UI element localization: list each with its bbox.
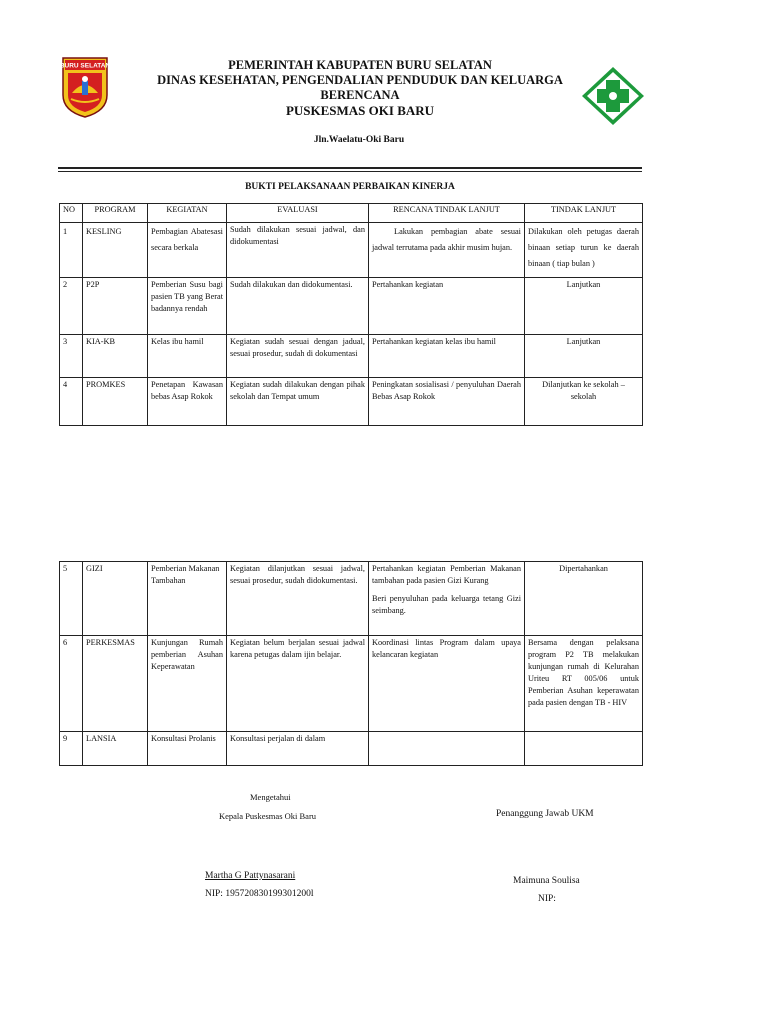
cell-tindak: Lanjutkan xyxy=(525,335,643,378)
cell-rencana: Peningkatan sosialisasi / penyuluhan Daerah Bebas Asap Rokok xyxy=(369,378,525,426)
cell-rencana: Koordinasi lintas Program dalam upaya kelancaran kegiatan xyxy=(369,636,525,732)
buru-selatan-crest-logo xyxy=(60,55,110,119)
cell-evaluasi: Sudah dilakukan dan didokumentasi. xyxy=(227,278,369,335)
kepala-title: Kepala Puskesmas Oki Baru xyxy=(219,811,317,821)
letterhead xyxy=(130,58,590,118)
cell-program: KESLING xyxy=(83,223,148,278)
cell-tindak: Lanjutkan xyxy=(525,278,643,335)
col-tindak-header: TINDAK LANJUT xyxy=(525,204,643,223)
table-row xyxy=(60,335,643,378)
cell-tindak: Bersama dengan pelaksana program P2 TB melakukan kunjungan rumah di Kelurahan Uriteu RT 005/06 untuk Pemberian Asuhan keperawatan pada pasien dengan TB - HIV xyxy=(525,636,643,732)
cell-kegiatan: Penetapan Kawasan bebas Asap Rokok xyxy=(148,378,227,426)
department-name: DINAS KESEHATAN, PENGENDALIAN PENDUDUK DAN KELUARGA xyxy=(157,73,563,87)
cell-kegiatan: Pemberian Susu bagi pasien TB yang Berat badannya rendah xyxy=(148,278,227,335)
cell-program: PROMKES xyxy=(83,378,148,426)
ukm-title: Penanggung Jawab UKM xyxy=(496,809,594,819)
cell-no: 9 xyxy=(60,732,83,766)
table-row xyxy=(60,636,643,732)
cell-no: 2 xyxy=(60,278,83,335)
cell-evaluasi: Sudah dilakukan sesuai jadwal, dan didokumentasi xyxy=(227,223,369,278)
cell-rencana xyxy=(369,732,525,766)
cell-no: 6 xyxy=(60,636,83,732)
rencana-paragraph: Pertahankan kegiatan Pemberian Makanan tambahan pada pasien Gizi Kurang xyxy=(372,564,521,585)
performance-table-part2 xyxy=(59,561,643,766)
cell-kegiatan: Pembagian Abatesasi secara berkala xyxy=(148,223,227,278)
cell-evaluasi: Kegiatan sudah sesuai dengan jadual, sesuai prosedur, sudah di dokumentasi xyxy=(227,335,369,378)
table-row xyxy=(60,278,643,335)
kepala-name: Martha G Pattynasarani xyxy=(205,871,296,881)
department-name-cont: BERENCANA xyxy=(320,88,400,102)
cell-program: LANSIA xyxy=(83,732,148,766)
col-kegiatan-header: KEGIATAN xyxy=(148,204,227,223)
cell-tindak: Dipertahankan xyxy=(525,562,643,636)
cell-rencana: Lakukan pembagian abate sesuai jadwal terrutama pada akhir musim hujan. xyxy=(369,223,525,278)
ukm-name: Maimuna Soulisa xyxy=(513,876,580,886)
rencana-paragraph: Beri penyuluhan pada keluarga tetang Gizi seimbang. xyxy=(372,594,521,615)
cell-program: P2P xyxy=(83,278,148,335)
mengetahui-label: Mengetahui xyxy=(250,792,291,802)
table-row xyxy=(60,223,643,278)
puskesmas-cross-logo xyxy=(581,66,645,126)
cell-program: PERKESMAS xyxy=(83,636,148,732)
table-row xyxy=(60,562,643,636)
cell-evaluasi: Kegiatan dilanjutkan sesuai jadwal, sesuai prosedur, sudah didokumentasi. xyxy=(227,562,369,636)
col-evaluasi-header: EVALUASI xyxy=(227,204,369,223)
table-row xyxy=(60,378,643,426)
table-row xyxy=(60,732,643,766)
col-no-header: NO xyxy=(60,204,83,223)
cell-rencana: Pertahankan kegiatan kelas ibu hamil xyxy=(369,335,525,378)
document-title: BUKTI PELAKSANAAN PERBAIKAN KINERJA xyxy=(245,182,455,192)
ukm-nip: NIP: xyxy=(538,894,556,904)
cell-evaluasi: Konsultasi perjalan di dalam xyxy=(227,732,369,766)
table-header-row xyxy=(60,204,643,223)
header-rule-thick xyxy=(58,167,642,169)
cell-no: 1 xyxy=(60,223,83,278)
cell-program: GIZI xyxy=(83,562,148,636)
cell-no: 5 xyxy=(60,562,83,636)
cell-kegiatan: Konsultasi Prolanis xyxy=(148,732,227,766)
cell-kegiatan: Kelas ibu hamil xyxy=(148,335,227,378)
cell-rencana xyxy=(369,562,525,636)
cell-tindak: Dilakukan oleh petugas daerah binaan setiap turun ke daerah binaan ( tiap bulan ) xyxy=(525,223,643,278)
puskesmas-name: PUSKESMAS OKI BARU xyxy=(285,103,435,118)
performance-table-part1 xyxy=(59,203,643,426)
cell-evaluasi: Kegiatan belum berjalan sesuai jadwal karena petugas dalam ijin belajar. xyxy=(227,636,369,732)
address: Jln.Waelatu-Oki Baru xyxy=(313,135,405,145)
cell-tindak: Dilanjutkan ke sekolah – sekolah xyxy=(525,378,643,426)
cell-kegiatan: Kunjungan Rumah pemberian Asuhan Keperawatan xyxy=(148,636,227,732)
col-program-header: PROGRAM xyxy=(83,204,148,223)
cell-program: KIA-KB xyxy=(83,335,148,378)
kepala-nip: NIP: 195720830199301200l xyxy=(205,889,314,899)
cell-no: 4 xyxy=(60,378,83,426)
cell-tindak xyxy=(525,732,643,766)
col-rencana-header: RENCANA TINDAK LANJUT xyxy=(369,204,525,223)
cell-rencana: Pertahankan kegiatan xyxy=(369,278,525,335)
header-rule-thin xyxy=(58,171,642,172)
svg-text:BURU SELATAN: BURU SELATAN xyxy=(60,62,110,70)
cell-evaluasi: Kegiatan sudah dilakukan dengan pihak sekolah dan Tempat umum xyxy=(227,378,369,426)
cell-no: 3 xyxy=(60,335,83,378)
cell-kegiatan: Pemberian Makanan Tambahan xyxy=(148,562,227,636)
government-name: PEMERINTAH KABUPATEN BURU SELATAN xyxy=(228,58,492,72)
